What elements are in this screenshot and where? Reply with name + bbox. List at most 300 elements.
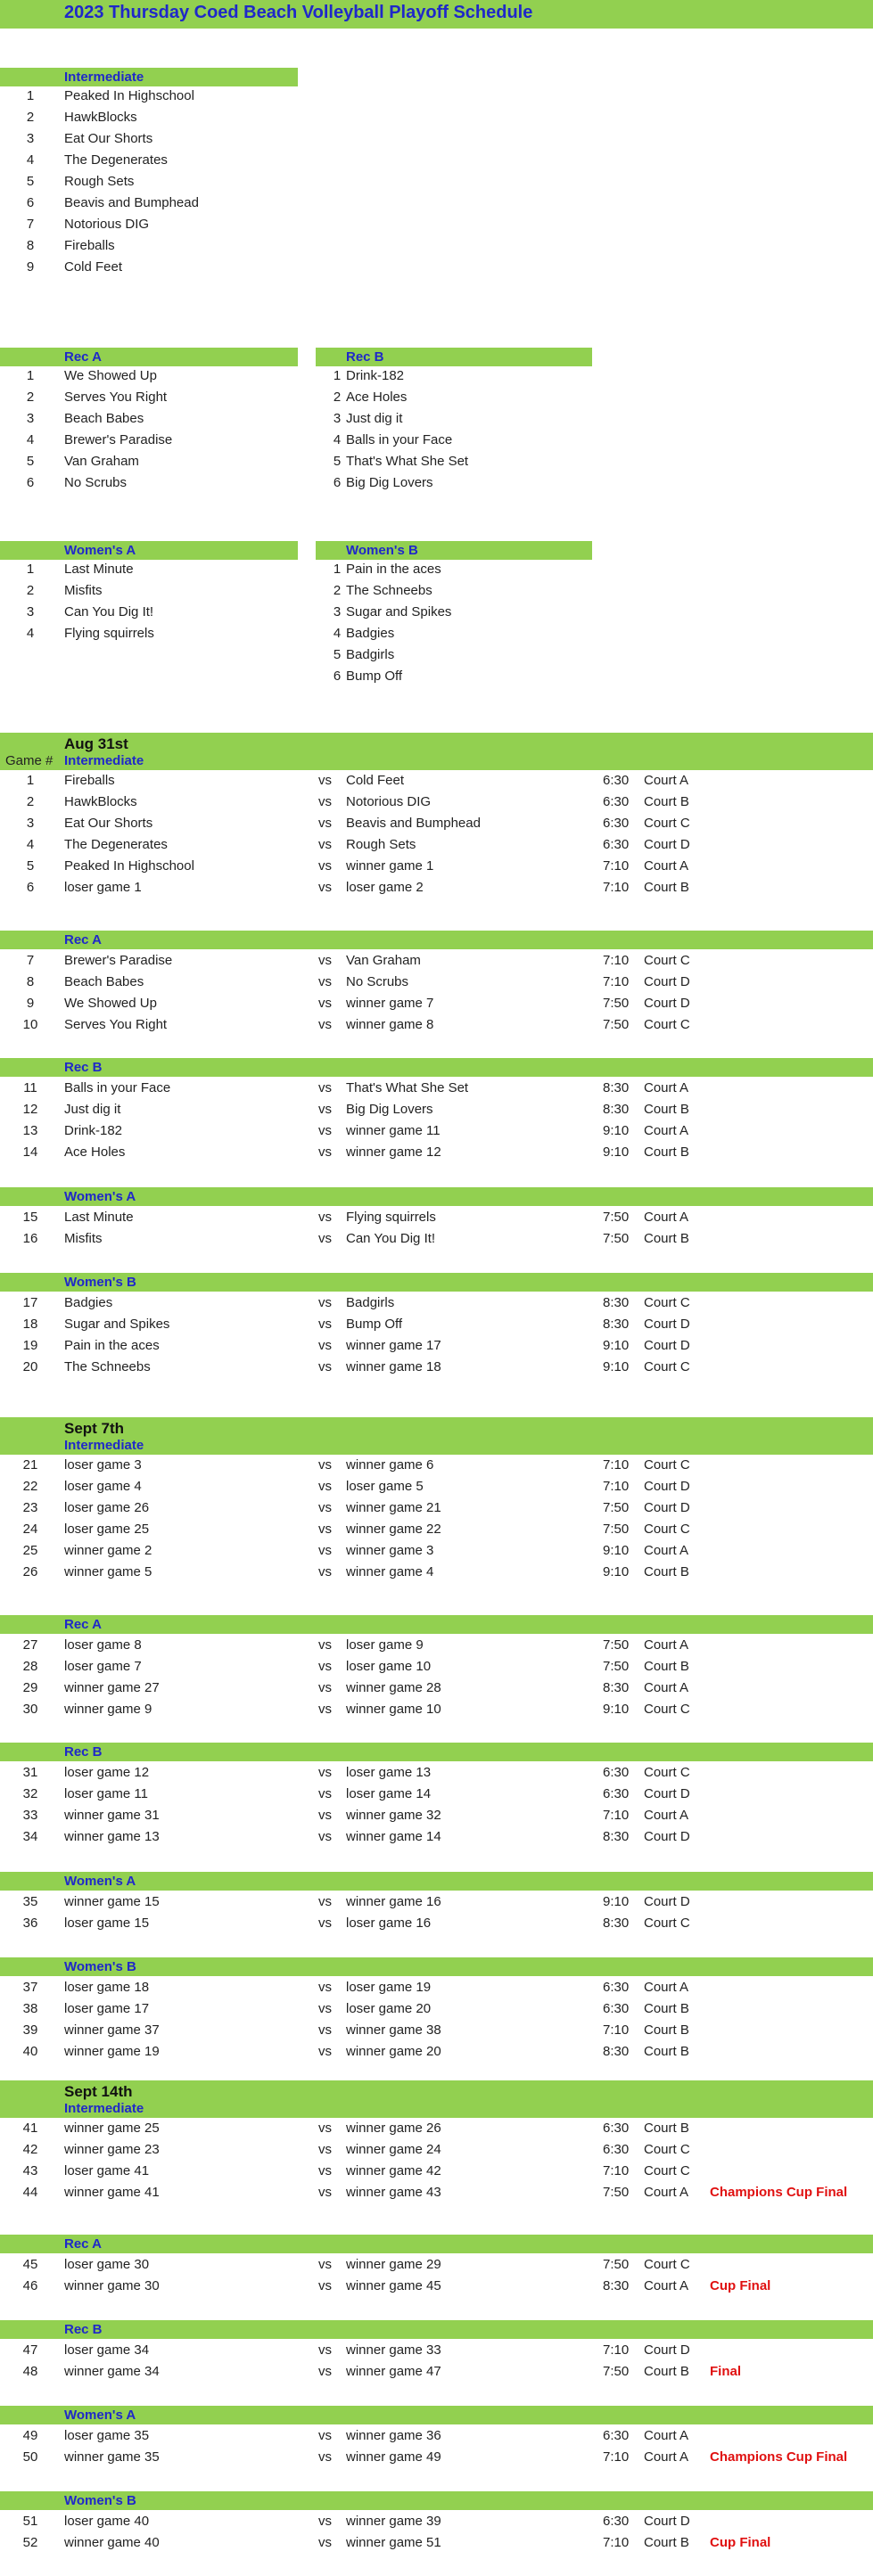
game-time: 9:10 — [603, 1543, 630, 1558]
team-one: winner game 30 — [64, 2278, 160, 2293]
section-header — [0, 1872, 873, 1891]
vs-label: vs — [318, 1123, 332, 1138]
game-time: 9:10 — [603, 1144, 630, 1160]
team-one: winner game 25 — [64, 2121, 160, 2136]
game-time: 9:10 — [603, 1123, 630, 1138]
team-two: winner game 43 — [346, 2185, 441, 2200]
game-time: 7:10 — [603, 974, 630, 989]
seed-team-name: The Degenerates — [64, 152, 168, 168]
seed-team-name: Pain in the aces — [346, 562, 441, 577]
seed-team-name: Fireballs — [64, 238, 115, 253]
game-number: 28 — [22, 1659, 38, 1674]
court-name: Court B — [644, 1231, 689, 1246]
game-time: 7:50 — [603, 1017, 630, 1032]
team-one: loser game 18 — [64, 1980, 150, 1995]
game-time: 9:10 — [603, 1564, 630, 1579]
vs-label: vs — [318, 1500, 332, 1515]
section-header — [0, 1187, 873, 1206]
seed-number: 6 — [26, 475, 35, 490]
court-name: Court A — [644, 1080, 689, 1095]
team-one: loser game 25 — [64, 1522, 150, 1537]
vs-label: vs — [318, 2163, 332, 2178]
seeding-header-womens_a — [0, 541, 298, 560]
team-one: Peaked In Highschool — [64, 858, 194, 874]
vs-label: vs — [318, 1231, 332, 1246]
court-name: Court D — [644, 974, 690, 989]
team-one: Brewer's Paradise — [64, 953, 173, 968]
game-time: 7:10 — [603, 858, 630, 874]
court-name: Court A — [644, 1808, 689, 1823]
court-name: Court A — [644, 2428, 689, 2443]
seed-number: 1 — [26, 88, 35, 103]
game-number: 1 — [26, 773, 35, 788]
seed-number: 5 — [333, 454, 342, 469]
vs-label: vs — [318, 1916, 332, 1931]
seed-number: 4 — [26, 626, 35, 641]
game-number: 47 — [22, 2342, 38, 2358]
seed-number: 3 — [333, 411, 342, 426]
seed-team-name: Cold Feet — [64, 259, 123, 275]
seed-team-name: Van Graham — [64, 454, 139, 469]
team-one: loser game 11 — [64, 1786, 148, 1801]
seed-number: 6 — [26, 195, 35, 210]
team-two: winner game 1 — [346, 858, 434, 874]
court-name: Court B — [644, 794, 689, 809]
section-header — [0, 931, 873, 949]
seed-team-name: We Showed Up — [64, 368, 157, 383]
seed-number: 3 — [26, 411, 35, 426]
vs-label: vs — [318, 1102, 332, 1117]
game-time: 7:10 — [603, 1457, 630, 1473]
court-name: Court C — [644, 2257, 690, 2272]
seed-team-name: HawkBlocks — [64, 110, 137, 125]
game-time: 6:30 — [603, 816, 630, 831]
game-note: Champions Cup Final — [710, 2449, 848, 2465]
team-two: loser game 5 — [346, 1479, 424, 1494]
section-header — [0, 1957, 873, 1976]
game-time: 8:30 — [603, 1680, 630, 1695]
section-label: Women's B — [64, 1959, 136, 1974]
team-two: winner game 14 — [346, 1829, 441, 1844]
game-number: 35 — [22, 1894, 38, 1909]
game-time: 6:30 — [603, 837, 630, 852]
team-two: winner game 20 — [346, 2044, 441, 2059]
date-header — [0, 2080, 873, 2118]
team-one: winner game 34 — [64, 2364, 160, 2379]
seed-number: 5 — [333, 647, 342, 662]
vs-label: vs — [318, 794, 332, 809]
seed-team-name: Rough Sets — [64, 174, 135, 189]
team-one: We Showed Up — [64, 996, 157, 1011]
team-one: winner game 40 — [64, 2535, 160, 2550]
seed-number: 9 — [26, 259, 35, 275]
team-one: winner game 31 — [64, 1808, 160, 1823]
game-number: 42 — [22, 2142, 38, 2157]
vs-label: vs — [318, 1295, 332, 1310]
game-number: 12 — [22, 1102, 38, 1117]
court-name: Court B — [644, 1659, 689, 1674]
team-one: loser game 12 — [64, 1765, 150, 1780]
game-number: 15 — [22, 1210, 38, 1225]
game-time: 6:30 — [603, 1765, 630, 1780]
vs-label: vs — [318, 1637, 332, 1653]
court-name: Court B — [644, 2001, 689, 2016]
team-two: winner game 33 — [346, 2342, 441, 2358]
seed-team-name: Brewer's Paradise — [64, 432, 173, 447]
seed-team-name: Sugar and Spikes — [346, 604, 452, 619]
seed-team-name: Ace Holes — [346, 390, 408, 405]
seed-number: 8 — [26, 238, 35, 253]
team-two: That's What She Set — [346, 1080, 469, 1095]
court-name: Court D — [644, 1479, 690, 1494]
game-time: 6:30 — [603, 1786, 630, 1801]
court-name: Court A — [644, 1637, 689, 1653]
title-bar — [0, 0, 873, 29]
team-one: loser game 1 — [64, 880, 142, 895]
seed-team-name: Misfits — [64, 583, 103, 598]
seed-number: 4 — [333, 626, 342, 641]
game-time: 7:10 — [603, 880, 630, 895]
court-name: Court D — [644, 2514, 690, 2529]
game-time: 7:10 — [603, 2342, 630, 2358]
game-time: 9:10 — [603, 1894, 630, 1909]
game-time: 7:50 — [603, 1659, 630, 1674]
team-one: Beach Babes — [64, 974, 144, 989]
team-one: loser game 30 — [64, 2257, 150, 2272]
vs-label: vs — [318, 858, 332, 874]
seed-number: 5 — [26, 174, 35, 189]
seed-number: 3 — [26, 131, 35, 146]
court-name: Court C — [644, 1916, 690, 1931]
vs-label: vs — [318, 1080, 332, 1095]
game-number: 34 — [22, 1829, 38, 1844]
game-time: 9:10 — [603, 1359, 630, 1374]
team-two: winner game 47 — [346, 2364, 441, 2379]
vs-label: vs — [318, 974, 332, 989]
seed-number: 1 — [333, 562, 342, 577]
game-number: 10 — [22, 1017, 38, 1032]
section-label: Women's B — [64, 2493, 136, 2508]
court-name: Court C — [644, 2142, 690, 2157]
team-two: Notorious DIG — [346, 794, 432, 809]
seeding-header-label: Women's B — [346, 543, 418, 558]
court-name: Court B — [644, 2535, 689, 2550]
game-number: 14 — [22, 1144, 38, 1160]
game-time: 6:30 — [603, 2514, 630, 2529]
game-number: 5 — [26, 858, 35, 874]
game-number: 3 — [26, 816, 35, 831]
seed-team-name: Can You Dig It! — [64, 604, 154, 619]
seed-team-name: Big Dig Lovers — [346, 475, 433, 490]
game-time: 8:30 — [603, 1102, 630, 1117]
team-one: winner game 2 — [64, 1543, 152, 1558]
game-time: 6:30 — [603, 2001, 630, 2016]
vs-label: vs — [318, 1522, 332, 1537]
vs-label: vs — [318, 2342, 332, 2358]
seed-number: 2 — [333, 390, 342, 405]
game-number: 4 — [26, 837, 35, 852]
vs-label: vs — [318, 2449, 332, 2465]
team-two: winner game 4 — [346, 1564, 434, 1579]
game-note: Final — [710, 2364, 742, 2379]
game-time: 6:30 — [603, 773, 630, 788]
section-label: Intermediate — [64, 1438, 144, 1453]
seed-number: 6 — [333, 669, 342, 684]
court-name: Court B — [644, 2364, 689, 2379]
team-two: winner game 3 — [346, 1543, 434, 1558]
team-two: winner game 7 — [346, 996, 434, 1011]
court-name: Court B — [644, 2044, 689, 2059]
seed-team-name: Balls in your Face — [346, 432, 453, 447]
game-number: 45 — [22, 2257, 38, 2272]
vs-label: vs — [318, 1829, 332, 1844]
seed-team-name: Flying squirrels — [64, 626, 154, 641]
seed-number: 4 — [333, 432, 342, 447]
game-time: 6:30 — [603, 2142, 630, 2157]
game-number: 43 — [22, 2163, 38, 2178]
team-two: Beavis and Bumphead — [346, 816, 481, 831]
game-note: Cup Final — [710, 2535, 771, 2550]
team-one: winner game 13 — [64, 1829, 160, 1844]
vs-label: vs — [318, 2428, 332, 2443]
team-one: loser game 41 — [64, 2163, 150, 2178]
game-number: 6 — [26, 880, 35, 895]
section-label: Rec B — [64, 2322, 103, 2337]
team-one: Last Minute — [64, 1210, 134, 1225]
team-one: loser game 35 — [64, 2428, 150, 2443]
team-two: loser game 19 — [346, 1980, 432, 1995]
section-label: Women's A — [64, 1874, 136, 1889]
team-one: winner game 41 — [64, 2185, 160, 2200]
court-name: Court C — [644, 2163, 690, 2178]
seed-number: 3 — [26, 604, 35, 619]
seed-number: 1 — [26, 368, 35, 383]
court-name: Court D — [644, 1829, 690, 1844]
team-one: Just dig it — [64, 1102, 121, 1117]
seed-number: 7 — [26, 217, 35, 232]
vs-label: vs — [318, 816, 332, 831]
court-name: Court C — [644, 1457, 690, 1473]
game-number: 21 — [22, 1457, 38, 1473]
game-time: 8:30 — [603, 1317, 630, 1332]
vs-label: vs — [318, 1543, 332, 1558]
court-name: Court C — [644, 1017, 690, 1032]
team-two: winner game 6 — [346, 1457, 434, 1473]
team-two: winner game 21 — [346, 1500, 441, 1515]
team-one: winner game 9 — [64, 1702, 152, 1717]
game-number: 52 — [22, 2535, 38, 2550]
section-header — [0, 2491, 873, 2510]
game-number: 11 — [23, 1080, 37, 1095]
team-two: Big Dig Lovers — [346, 1102, 433, 1117]
game-time: 8:30 — [603, 2278, 630, 2293]
team-one: loser game 40 — [64, 2514, 150, 2529]
section-label: Rec A — [64, 2236, 102, 2252]
seed-number: 2 — [333, 583, 342, 598]
team-one: Balls in your Face — [64, 1080, 171, 1095]
seeding-header-label: Rec A — [64, 349, 102, 365]
game-number: 23 — [22, 1500, 38, 1515]
vs-label: vs — [318, 1980, 332, 1995]
team-one: Pain in the aces — [64, 1338, 160, 1353]
team-one: Badgies — [64, 1295, 113, 1310]
game-number: 13 — [22, 1123, 38, 1138]
team-one: winner game 5 — [64, 1564, 152, 1579]
court-name: Court C — [644, 816, 690, 831]
seed-number: 2 — [26, 583, 35, 598]
vs-label: vs — [318, 1144, 332, 1160]
team-two: winner game 42 — [346, 2163, 441, 2178]
court-name: Court C — [644, 1359, 690, 1374]
seed-team-name: Beavis and Bumphead — [64, 195, 199, 210]
section-label: Women's B — [64, 1275, 136, 1290]
seed-team-name: The Schneebs — [346, 583, 432, 598]
game-number-column-header: Game # — [5, 753, 54, 768]
section-header — [0, 2406, 873, 2424]
seed-team-name: That's What She Set — [346, 454, 469, 469]
team-one: loser game 4 — [64, 1479, 142, 1494]
team-two: Flying squirrels — [346, 1210, 436, 1225]
date-label: Sept 7th — [64, 1420, 125, 1437]
game-time: 7:50 — [603, 1637, 630, 1653]
page-title: 2023 Thursday Coed Beach Volleyball Playoff Schedule — [64, 3, 533, 22]
vs-label: vs — [318, 1359, 332, 1374]
seed-number: 2 — [26, 390, 35, 405]
game-time: 7:10 — [603, 1479, 630, 1494]
court-name: Court C — [644, 1702, 690, 1717]
vs-label: vs — [318, 1338, 332, 1353]
game-number: 20 — [22, 1359, 38, 1374]
team-two: winner game 45 — [346, 2278, 441, 2293]
vs-label: vs — [318, 773, 332, 788]
court-name: Court B — [644, 1102, 689, 1117]
court-name: Court A — [644, 1680, 689, 1695]
game-time: 7:10 — [603, 2022, 630, 2038]
court-name: Court B — [644, 1564, 689, 1579]
team-two: winner game 10 — [346, 1702, 441, 1717]
team-two: winner game 26 — [346, 2121, 441, 2136]
seed-team-name: Beach Babes — [64, 411, 144, 426]
team-one: Misfits — [64, 1231, 103, 1246]
vs-label: vs — [318, 1702, 332, 1717]
team-two: loser game 9 — [346, 1637, 424, 1653]
vs-label: vs — [318, 2001, 332, 2016]
game-time: 6:30 — [603, 2428, 630, 2443]
court-name: Court A — [644, 773, 689, 788]
game-number: 22 — [22, 1479, 38, 1494]
seed-team-name: Serves You Right — [64, 390, 168, 405]
court-name: Court A — [644, 2449, 689, 2465]
seeding-header-label: Rec B — [346, 349, 384, 365]
date-label: Sept 14th — [64, 2083, 133, 2100]
vs-label: vs — [318, 1894, 332, 1909]
game-number: 16 — [22, 1231, 38, 1246]
team-one: Drink-182 — [64, 1123, 123, 1138]
court-name: Court A — [644, 2185, 689, 2200]
seeding-header-womens_b — [316, 541, 592, 560]
game-time: 7:50 — [603, 1500, 630, 1515]
seed-team-name: Bump Off — [346, 669, 403, 684]
game-number: 8 — [26, 974, 35, 989]
team-one: Sugar and Spikes — [64, 1317, 170, 1332]
seed-team-name: Badgies — [346, 626, 395, 641]
court-name: Court D — [644, 996, 690, 1011]
game-time: 7:50 — [603, 2185, 630, 2200]
team-one: winner game 27 — [64, 1680, 160, 1695]
court-name: Court D — [644, 837, 690, 852]
vs-label: vs — [318, 837, 332, 852]
seed-number: 2 — [26, 110, 35, 125]
seeding-header-rec_a — [0, 348, 298, 366]
team-two: Van Graham — [346, 953, 421, 968]
vs-label: vs — [318, 1659, 332, 1674]
vs-label: vs — [318, 2278, 332, 2293]
section-label: Rec A — [64, 1617, 102, 1632]
team-one: loser game 26 — [64, 1500, 150, 1515]
team-one: The Schneebs — [64, 1359, 151, 1374]
game-note: Cup Final — [710, 2278, 771, 2293]
game-number: 31 — [22, 1765, 38, 1780]
vs-label: vs — [318, 1210, 332, 1225]
court-name: Court B — [644, 2121, 689, 2136]
section-header — [0, 1273, 873, 1292]
court-name: Court B — [644, 880, 689, 895]
game-number: 36 — [22, 1916, 38, 1931]
seed-team-name: Drink-182 — [346, 368, 405, 383]
vs-label: vs — [318, 996, 332, 1011]
game-number: 33 — [22, 1808, 38, 1823]
game-number: 7 — [26, 953, 35, 968]
section-header — [0, 1743, 873, 1761]
team-one: winner game 35 — [64, 2449, 160, 2465]
team-one: winner game 23 — [64, 2142, 160, 2157]
seed-team-name: Peaked In Highschool — [64, 88, 194, 103]
game-time: 8:30 — [603, 1295, 630, 1310]
date-label: Aug 31st — [64, 735, 128, 752]
seed-number: 3 — [333, 604, 342, 619]
court-name: Court A — [644, 1543, 689, 1558]
game-number: 27 — [22, 1637, 38, 1653]
court-name: Court D — [644, 1338, 690, 1353]
team-two: Bump Off — [346, 1317, 403, 1332]
game-number: 30 — [22, 1702, 38, 1717]
team-one: Serves You Right — [64, 1017, 168, 1032]
game-number: 51 — [22, 2514, 38, 2529]
seeding-header-label: Intermediate — [64, 70, 144, 85]
seed-team-name: Last Minute — [64, 562, 134, 577]
section-header — [0, 2320, 873, 2339]
game-number: 17 — [22, 1295, 38, 1310]
team-two: loser game 10 — [346, 1659, 432, 1674]
game-number: 39 — [22, 2022, 38, 2038]
vs-label: vs — [318, 2185, 332, 2200]
vs-label: vs — [318, 1765, 332, 1780]
team-two: winner game 36 — [346, 2428, 441, 2443]
team-one: Ace Holes — [64, 1144, 126, 1160]
vs-label: vs — [318, 2364, 332, 2379]
game-number: 37 — [22, 1980, 38, 1995]
team-two: winner game 22 — [346, 1522, 441, 1537]
team-one: winner game 15 — [64, 1894, 160, 1909]
vs-label: vs — [318, 953, 332, 968]
section-label: Rec B — [64, 1744, 103, 1760]
game-number: 24 — [22, 1522, 38, 1537]
team-two: winner game 18 — [346, 1359, 441, 1374]
game-number: 46 — [22, 2278, 38, 2293]
game-time: 7:50 — [603, 1210, 630, 1225]
game-time: 7:10 — [603, 953, 630, 968]
vs-label: vs — [318, 1317, 332, 1332]
